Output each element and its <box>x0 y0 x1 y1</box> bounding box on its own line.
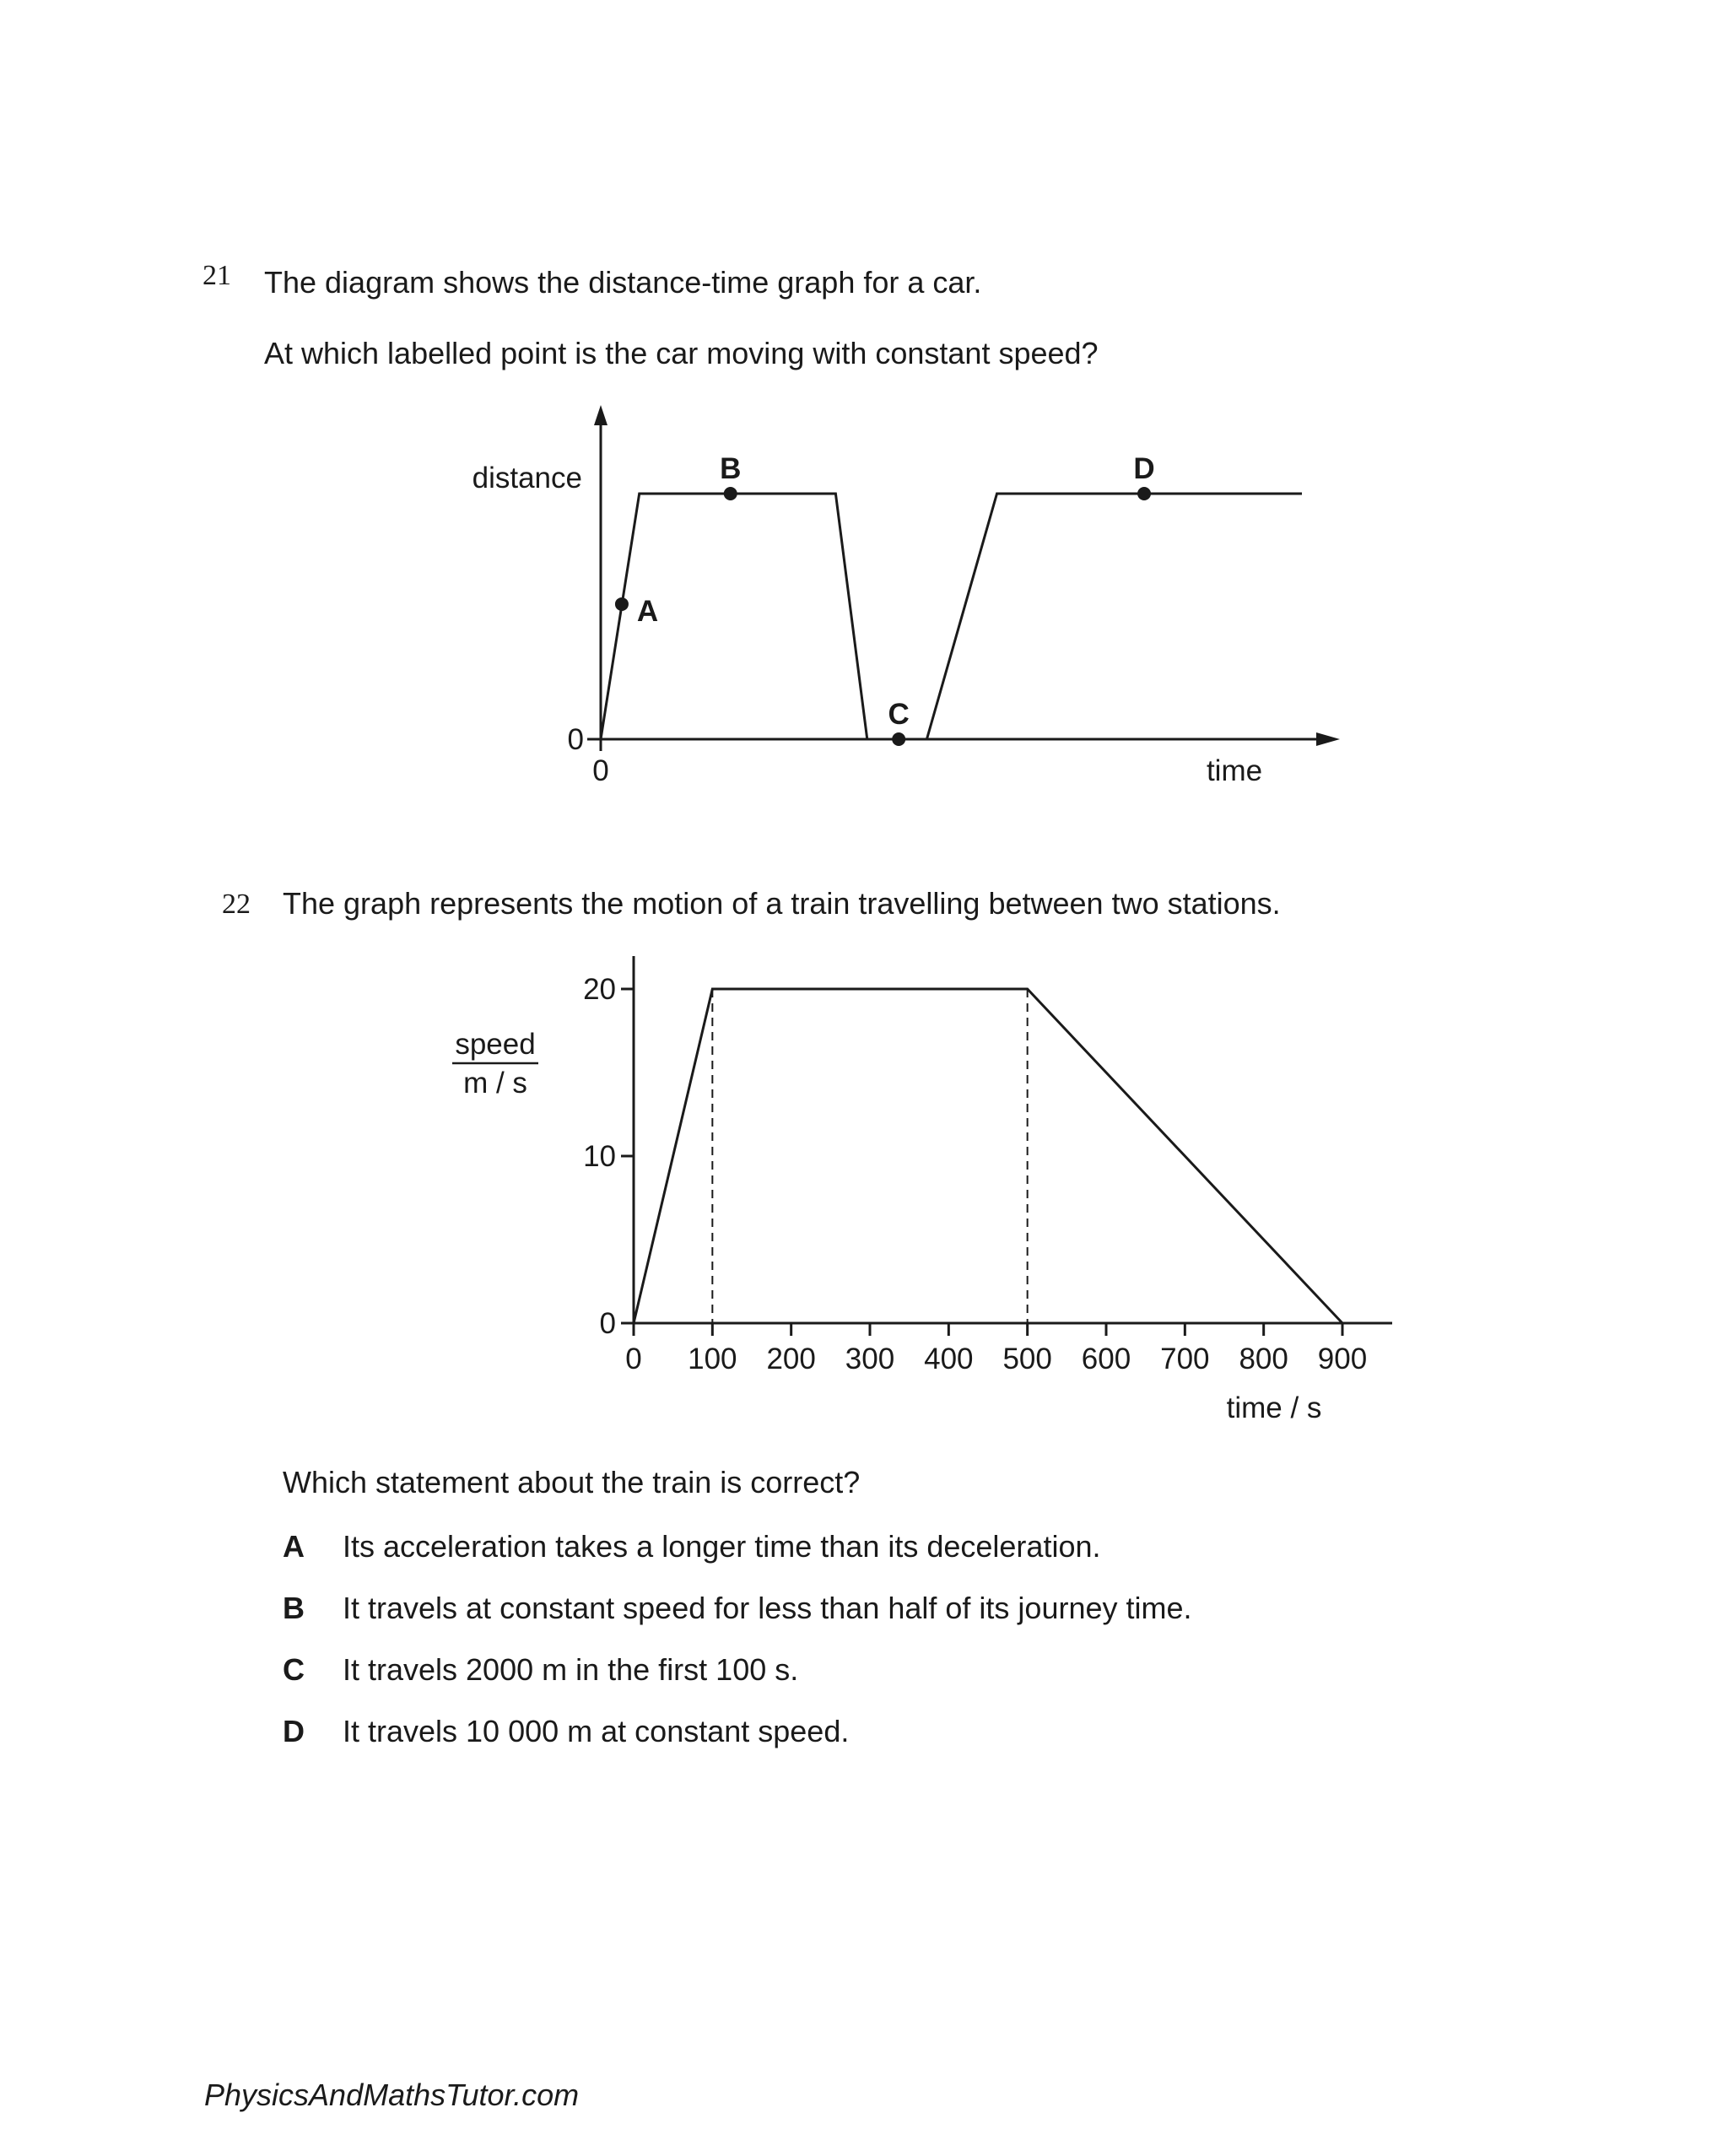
option-letter: D <box>283 1714 305 1748</box>
graph2-x-tick-label-400: 400 <box>924 1343 974 1375</box>
graph1-point-label-a: A <box>636 594 659 628</box>
option-letter: A <box>283 1529 305 1564</box>
option-letter: B <box>283 1591 305 1625</box>
footer-site-name: PhysicsAndMathsTutor.com <box>204 2078 580 2112</box>
graph1-point-b <box>724 487 737 500</box>
graph1-ylabel: distance <box>472 462 582 494</box>
graph1-xlabel: time <box>1206 754 1263 787</box>
graph1-x-arrow <box>1316 732 1340 746</box>
question-22-line1: The graph represents the motion of a train travelling between two stations. <box>283 886 1281 921</box>
graph2-y-tick-label-20: 20 <box>583 973 616 1006</box>
question-number-21: 21 <box>202 260 231 291</box>
option-letter: C <box>283 1652 305 1687</box>
graph2-x-tick-label-900: 900 <box>1317 1343 1368 1375</box>
graph2-ylabel-denominator: m / s <box>463 1067 527 1100</box>
graph1-point-c <box>892 732 905 746</box>
speed-time-graph <box>452 956 1392 1424</box>
question-21-line1: The diagram shows the distance-time graph for a car. <box>264 265 982 300</box>
graph1-y-arrow <box>594 405 608 425</box>
graph2-x-tick-label-200: 200 <box>766 1343 816 1375</box>
graph2-y-tick-label-0: 0 <box>599 1307 616 1340</box>
graph2-speed-line <box>634 989 1342 1323</box>
graph2-xlabel: time / s <box>1226 1391 1322 1424</box>
graph2-x-tick-label-100: 100 <box>688 1343 737 1375</box>
graph1-y-tick-0: 0 <box>567 723 584 756</box>
graph2-x-tick-label-700: 700 <box>1160 1343 1210 1375</box>
graph2-y-tick-label-10: 10 <box>583 1140 616 1173</box>
graph1-point-label-b: B <box>720 452 742 485</box>
graph1-point-a <box>615 597 629 611</box>
question-22-prompt: Which statement about the train is correct? <box>283 1465 861 1499</box>
option-text: It travels 10 000 m at constant speed. <box>343 1714 850 1748</box>
distance-time-graph <box>472 405 1340 787</box>
option-text: Its acceleration takes a longer time than its deceleration. <box>343 1529 1101 1564</box>
graph2-x-tick-label-300: 300 <box>845 1343 895 1375</box>
graph2-x-tick-label-0: 0 <box>625 1343 642 1375</box>
question-number-22: 22 <box>222 889 251 920</box>
option-text: It travels at constant speed for less than half of its journey time. <box>343 1591 1192 1625</box>
graph2-x-tick-label-600: 600 <box>1081 1343 1131 1375</box>
graph1-point-label-d: D <box>1133 452 1155 485</box>
option-text: It travels 2000 m in the first 100 s. <box>343 1652 799 1687</box>
graph2-x-tick-label-800: 800 <box>1239 1343 1288 1375</box>
graph1-point-d <box>1137 487 1151 500</box>
graph1-point-label-c: C <box>888 698 910 731</box>
graph1-distance-line <box>601 494 1302 739</box>
graph2-ylabel-numerator: speed <box>455 1028 536 1061</box>
question-21-line2: At which labelled point is the car moving with constant speed? <box>264 336 1099 370</box>
graph1-x-tick-0: 0 <box>592 754 609 787</box>
graph2-x-tick-label-500: 500 <box>1002 1343 1052 1375</box>
